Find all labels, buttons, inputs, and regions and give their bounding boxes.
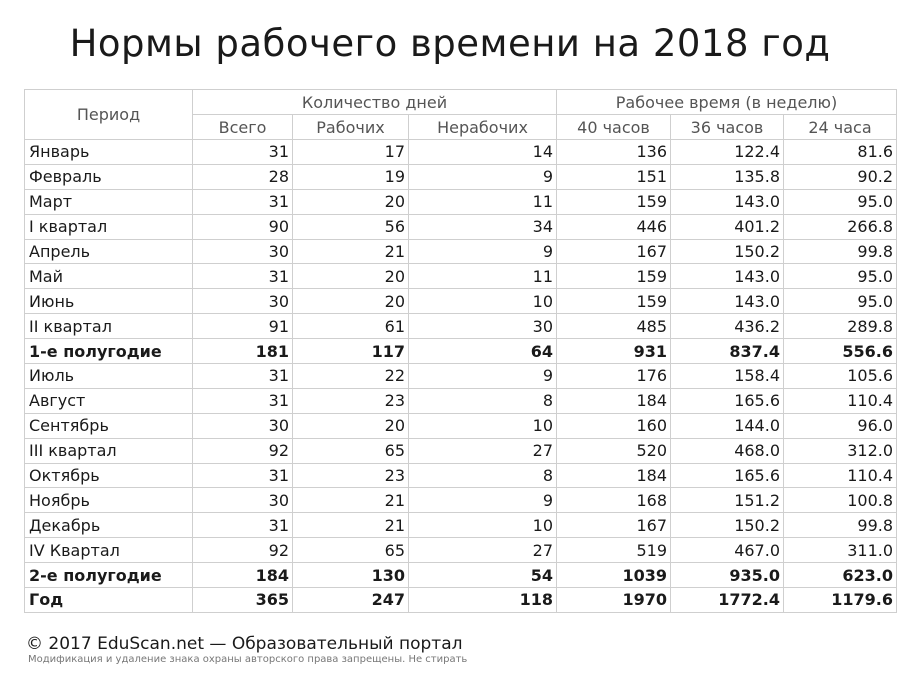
value-cell: 31 xyxy=(193,388,293,413)
value-cell: 17 xyxy=(293,140,409,165)
value-cell: 27 xyxy=(409,438,557,463)
value-cell: 92 xyxy=(193,538,293,563)
value-cell: 159 xyxy=(557,289,671,314)
table-row xyxy=(25,239,897,264)
table-row xyxy=(25,339,897,364)
value-cell: 130 xyxy=(293,563,409,588)
col-header-24h: 24 часа xyxy=(784,115,897,140)
value-cell: 99.8 xyxy=(784,239,897,264)
value-cell: 9 xyxy=(409,488,557,513)
value-cell: 150.2 xyxy=(671,513,784,538)
value-cell: 11 xyxy=(409,264,557,289)
col-header-40h: 40 часов xyxy=(557,115,671,140)
value-cell: 22 xyxy=(293,364,409,389)
value-cell: 27 xyxy=(409,538,557,563)
period-cell: Март xyxy=(25,189,193,214)
value-cell: 150.2 xyxy=(671,239,784,264)
period-cell: Год xyxy=(25,588,193,613)
table-row xyxy=(25,189,897,214)
value-cell: 181 xyxy=(193,339,293,364)
table-row xyxy=(25,438,897,463)
value-cell: 159 xyxy=(557,189,671,214)
value-cell: 110.4 xyxy=(784,463,897,488)
value-cell: 184 xyxy=(193,563,293,588)
table-row xyxy=(25,563,897,588)
value-cell: 90.2 xyxy=(784,164,897,189)
value-cell: 312.0 xyxy=(784,438,897,463)
value-cell: 144.0 xyxy=(671,413,784,438)
period-cell: 2-е полугодие xyxy=(25,563,193,588)
table-row xyxy=(25,388,897,413)
table-row xyxy=(25,538,897,563)
value-cell: 556.6 xyxy=(784,339,897,364)
value-cell: 21 xyxy=(293,239,409,264)
value-cell: 20 xyxy=(293,289,409,314)
value-cell: 21 xyxy=(293,488,409,513)
days-group-header: Количество дней xyxy=(193,90,557,115)
value-cell: 10 xyxy=(409,413,557,438)
value-cell: 184 xyxy=(557,388,671,413)
value-cell: 81.6 xyxy=(784,140,897,165)
value-cell: 30 xyxy=(193,488,293,513)
page-title: Нормы рабочего времени на 2018 год xyxy=(69,22,831,65)
value-cell: 31 xyxy=(193,264,293,289)
value-cell: 65 xyxy=(293,538,409,563)
value-cell: 100.8 xyxy=(784,488,897,513)
value-cell: 311.0 xyxy=(784,538,897,563)
value-cell: 91 xyxy=(193,314,293,339)
value-cell: 1039 xyxy=(557,563,671,588)
value-cell: 158.4 xyxy=(671,364,784,389)
value-cell: 247 xyxy=(293,588,409,613)
value-cell: 446 xyxy=(557,214,671,239)
value-cell: 30 xyxy=(409,314,557,339)
value-cell: 95.0 xyxy=(784,289,897,314)
col-header-total: Всего xyxy=(193,115,293,140)
value-cell: 623.0 xyxy=(784,563,897,588)
table-row xyxy=(25,289,897,314)
period-cell: Май xyxy=(25,264,193,289)
table-row xyxy=(25,364,897,389)
value-cell: 136 xyxy=(557,140,671,165)
value-cell: 31 xyxy=(193,189,293,214)
period-cell: Июль xyxy=(25,364,193,389)
value-cell: 23 xyxy=(293,463,409,488)
value-cell: 520 xyxy=(557,438,671,463)
value-cell: 23 xyxy=(293,388,409,413)
hours-group-header: Рабочее время (в неделю) xyxy=(557,90,897,115)
value-cell: 436.2 xyxy=(671,314,784,339)
value-cell: 168 xyxy=(557,488,671,513)
value-cell: 8 xyxy=(409,388,557,413)
value-cell: 9 xyxy=(409,364,557,389)
value-cell: 159 xyxy=(557,264,671,289)
value-cell: 11 xyxy=(409,189,557,214)
table-row xyxy=(25,588,897,613)
value-cell: 9 xyxy=(409,239,557,264)
period-cell: Октябрь xyxy=(25,463,193,488)
period-cell: Февраль xyxy=(25,164,193,189)
table-row xyxy=(25,488,897,513)
col-header-nonworking: Нерабочих xyxy=(409,115,557,140)
value-cell: 110.4 xyxy=(784,388,897,413)
value-cell: 56 xyxy=(293,214,409,239)
value-cell: 10 xyxy=(409,289,557,314)
value-cell: 19 xyxy=(293,164,409,189)
copyright-notice: Модификация и удаление знака охраны авторского права запрещены. Не стирать xyxy=(28,654,468,665)
period-cell: Ноябрь xyxy=(25,488,193,513)
work-time-table xyxy=(24,89,897,613)
table-body xyxy=(25,140,897,613)
value-cell: 10 xyxy=(409,513,557,538)
value-cell: 165.6 xyxy=(671,388,784,413)
value-cell: 167 xyxy=(557,513,671,538)
value-cell: 105.6 xyxy=(784,364,897,389)
value-cell: 95.0 xyxy=(784,264,897,289)
period-cell: IV Квартал xyxy=(25,538,193,563)
value-cell: 143.0 xyxy=(671,189,784,214)
value-cell: 935.0 xyxy=(671,563,784,588)
period-cell: Январь xyxy=(25,140,193,165)
value-cell: 117 xyxy=(293,339,409,364)
table-row xyxy=(25,513,897,538)
value-cell: 485 xyxy=(557,314,671,339)
value-cell: 122.4 xyxy=(671,140,784,165)
value-cell: 143.0 xyxy=(671,264,784,289)
value-cell: 165.6 xyxy=(671,463,784,488)
period-cell: II квартал xyxy=(25,314,193,339)
period-cell: Июнь xyxy=(25,289,193,314)
value-cell: 31 xyxy=(193,463,293,488)
table-row xyxy=(25,140,897,165)
table-row xyxy=(25,164,897,189)
col-header-36h: 36 часов xyxy=(671,115,784,140)
value-cell: 931 xyxy=(557,339,671,364)
value-cell: 14 xyxy=(409,140,557,165)
value-cell: 365 xyxy=(193,588,293,613)
value-cell: 1772.4 xyxy=(671,588,784,613)
value-cell: 30 xyxy=(193,239,293,264)
value-cell: 95.0 xyxy=(784,189,897,214)
period-cell: Сентябрь xyxy=(25,413,193,438)
period-header: Период xyxy=(25,90,193,140)
value-cell: 1970 xyxy=(557,588,671,613)
value-cell: 96.0 xyxy=(784,413,897,438)
value-cell: 54 xyxy=(409,563,557,588)
copyright-text: © 2017 EduScan.net — Образовательный портал xyxy=(26,634,463,654)
value-cell: 28 xyxy=(193,164,293,189)
period-cell: Декабрь xyxy=(25,513,193,538)
value-cell: 167 xyxy=(557,239,671,264)
value-cell: 30 xyxy=(193,413,293,438)
value-cell: 266.8 xyxy=(784,214,897,239)
value-cell: 135.8 xyxy=(671,164,784,189)
table-row xyxy=(25,214,897,239)
value-cell: 160 xyxy=(557,413,671,438)
value-cell: 151 xyxy=(557,164,671,189)
table-row xyxy=(25,314,897,339)
value-cell: 64 xyxy=(409,339,557,364)
table-row xyxy=(25,264,897,289)
value-cell: 99.8 xyxy=(784,513,897,538)
value-cell: 20 xyxy=(293,264,409,289)
value-cell: 34 xyxy=(409,214,557,239)
value-cell: 837.4 xyxy=(671,339,784,364)
value-cell: 519 xyxy=(557,538,671,563)
value-cell: 31 xyxy=(193,140,293,165)
value-cell: 65 xyxy=(293,438,409,463)
col-header-working: Рабочих xyxy=(293,115,409,140)
period-cell: I квартал xyxy=(25,214,193,239)
period-cell: 1-е полугодие xyxy=(25,339,193,364)
period-cell: Апрель xyxy=(25,239,193,264)
value-cell: 90 xyxy=(193,214,293,239)
value-cell: 31 xyxy=(193,364,293,389)
value-cell: 289.8 xyxy=(784,314,897,339)
value-cell: 92 xyxy=(193,438,293,463)
value-cell: 151.2 xyxy=(671,488,784,513)
period-cell: III квартал xyxy=(25,438,193,463)
table-row xyxy=(25,463,897,488)
value-cell: 118 xyxy=(409,588,557,613)
value-cell: 401.2 xyxy=(671,214,784,239)
period-cell: Август xyxy=(25,388,193,413)
value-cell: 184 xyxy=(557,463,671,488)
value-cell: 8 xyxy=(409,463,557,488)
value-cell: 467.0 xyxy=(671,538,784,563)
value-cell: 61 xyxy=(293,314,409,339)
value-cell: 176 xyxy=(557,364,671,389)
value-cell: 20 xyxy=(293,189,409,214)
value-cell: 21 xyxy=(293,513,409,538)
value-cell: 468.0 xyxy=(671,438,784,463)
value-cell: 20 xyxy=(293,413,409,438)
value-cell: 31 xyxy=(193,513,293,538)
value-cell: 143.0 xyxy=(671,289,784,314)
table-row xyxy=(25,413,897,438)
value-cell: 9 xyxy=(409,164,557,189)
value-cell: 30 xyxy=(193,289,293,314)
value-cell: 1179.6 xyxy=(784,588,897,613)
